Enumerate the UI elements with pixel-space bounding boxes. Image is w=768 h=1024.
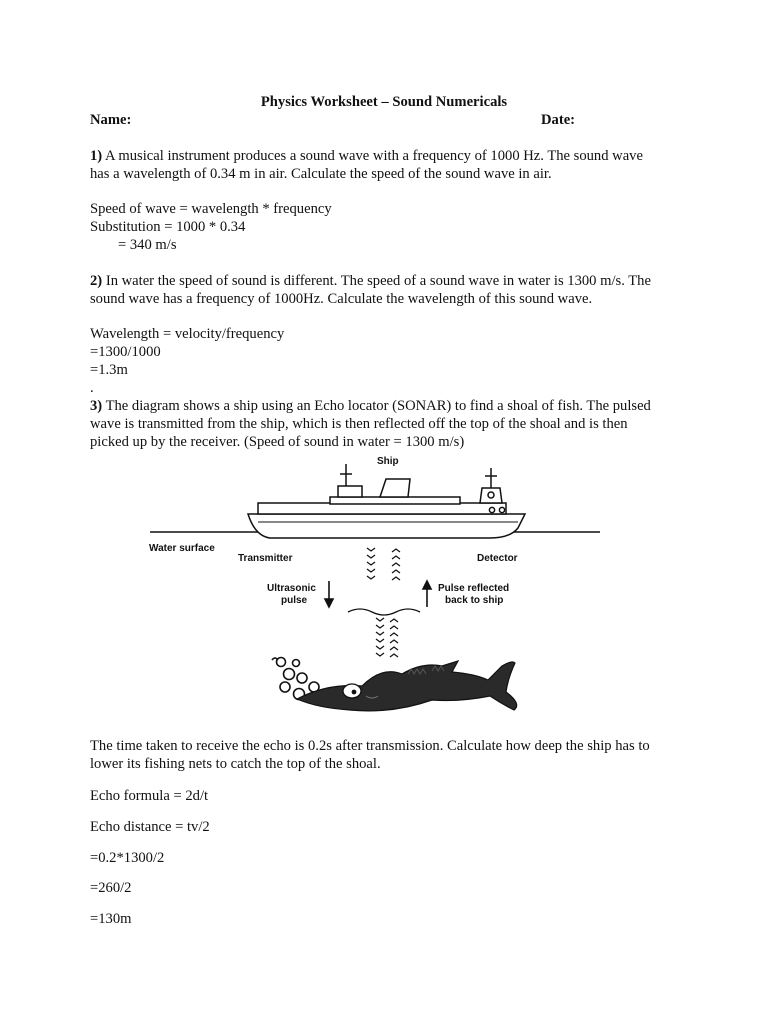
sound-pulses bbox=[348, 548, 420, 657]
ultrasonic-label-1: Ultrasonic bbox=[267, 583, 316, 594]
q3-number: 3) bbox=[90, 398, 103, 414]
q2-answer-line: Wavelength = velocity/frequency bbox=[90, 326, 285, 342]
fish-shoal-icon bbox=[297, 661, 517, 711]
q2-answer-line: =1300/1000 bbox=[90, 344, 161, 360]
ultrasonic-arrow-icon bbox=[325, 581, 333, 607]
q3-answer-line: Echo distance = tv/2 bbox=[90, 819, 210, 835]
q3-text-line1: 3) The diagram shows a ship using an Echo locator (SONAR) to find a shoal of fish. The pulsed bbox=[90, 398, 651, 414]
reflected-label-1: Pulse reflected bbox=[438, 583, 510, 594]
q3-answer-line: =0.2*1300/2 bbox=[90, 850, 165, 866]
transmitter-label: Transmitter bbox=[238, 553, 293, 564]
q2-answer-line: . bbox=[90, 380, 94, 396]
q2-number: 2) bbox=[90, 273, 103, 289]
water-surface-label: Water surface bbox=[149, 543, 215, 554]
reflected-arrow-icon bbox=[423, 581, 431, 607]
sonar-diagram bbox=[140, 452, 610, 722]
q2-text-line2: sound wave has a frequency of 1000Hz. Calculate the wavelength of this sound wave. bbox=[90, 291, 593, 307]
date-label: Date: bbox=[541, 112, 576, 128]
q2-text-line1: 2) In water the speed of sound is different. The speed of a sound wave in water is 1300 m/s. The bbox=[90, 273, 651, 289]
name-label: Name: bbox=[90, 112, 132, 128]
q3-followup-line2: lower its fishing nets to catch the top of the shoal. bbox=[90, 756, 381, 772]
reflected-label-2: back to ship bbox=[445, 595, 504, 606]
q1-number: 1) bbox=[90, 148, 103, 164]
q3-text-line3: picked up by the receiver. (Speed of sound in water = 1300 m/s) bbox=[90, 434, 465, 450]
q3-followup-line1: The time taken to receive the echo is 0.2s after transmission. Calculate how deep the ship has to bbox=[90, 738, 650, 754]
sonar-diagram-svg bbox=[140, 452, 610, 722]
q1-text-line2: has a wavelength of 0.34 m in air. Calculate the speed of the sound wave in air. bbox=[90, 166, 552, 182]
q1-answer-line: Speed of wave = wavelength * frequency bbox=[90, 201, 332, 217]
q3-answer-line: Echo formula = 2d/t bbox=[90, 788, 209, 804]
ultrasonic-label-2: pulse bbox=[281, 595, 308, 606]
q3-answer-line: =260/2 bbox=[90, 880, 132, 896]
q1-text-line1: 1) A musical instrument produces a sound wave with a frequency of 1000 Hz. The sound wave bbox=[90, 148, 643, 164]
q2-answer-line: =1.3m bbox=[90, 362, 128, 378]
q3-text-line2: wave is transmitted from the ship, which is then reflected off the top of the shoal and is then bbox=[90, 416, 628, 432]
page-title: Physics Worksheet – Sound Numericals bbox=[260, 94, 508, 110]
ship-label: Ship bbox=[377, 456, 399, 467]
q3-answer-line: =130m bbox=[90, 911, 132, 927]
q1-answer-line: = 340 m/s bbox=[118, 237, 177, 253]
ship-icon bbox=[248, 464, 525, 538]
q1-answer-line: Substitution = 1000 * 0.34 bbox=[90, 219, 246, 235]
detector-label: Detector bbox=[477, 553, 518, 564]
